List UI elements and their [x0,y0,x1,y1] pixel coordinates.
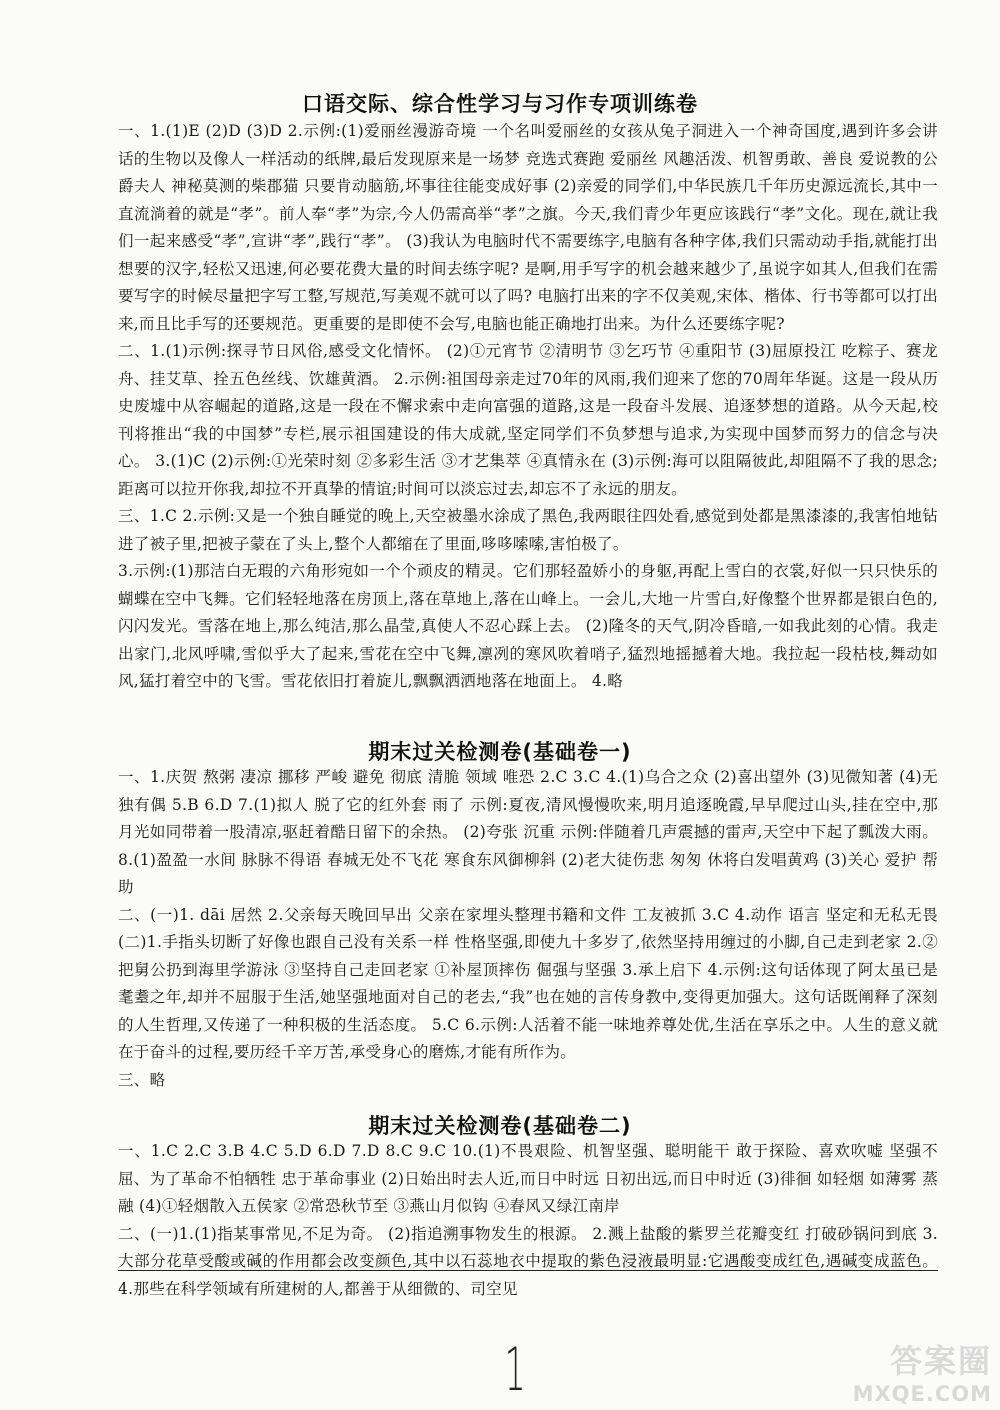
answer-block-3: 三、1.C 2.示例:又是一个独自睡觉的晚上,天空被墨水涂成了黑色,我两眼往四处看,感觉到处都是黑漆漆的,我害怕地钻进了被子里,把被子蒙在了头上,整个人都缩在了里面,哆哆嗦嗦,害怕极了。 [118,507,938,553]
answer-block-5: 二、(一)1. dāi 居然 2.父亲每天晚回早出 父亲在家埋头整理书籍和文件 工友被抓 3.C 4.动作 语言 坚定和无私无畏 (二)1.手指头切断了好像也跟自己没有关系一样 性格坚强,即使九十多岁了,依然坚持用缠过的小脚,自己走到老家 2.②把舅公扔到海里学游泳 ③坚持自己走回老家 ①补屋顶摔伤 倔强与坚强 3.承上启下 4.示例:这句话体现了阿太虽已是耄耋之年,却并不屈服于生活,她坚强地面对自己的老去,“我”也在她的言传身教中,变得更加强大。这句话既阐释了深刻的人生哲理,又传递了一种积极的生活态度。 5.C 6.示例:人活着不能一味地养尊处优,生活在享乐之中。人生的意义就在于奋斗的过程,要历经千辛万苦,承受身心的磨炼,才能有所作为。 [118,905,938,1061]
answers-section-1 [118,118,938,696]
answer-block-1: 一、1.(1)E (2)D (3)D 2.示例:(1)爱丽丝漫游奇境 一个名叫爱丽丝的女孩从兔子洞进入一个神奇国度,遇到许多会讲话的生物以及像人一样活动的纸牌,最后发现原来是一场梦 竞选式赛跑 爱丽丝 风趣活泼、机智勇敢、善良 爱说教的公爵夫人 神秘莫测的柴郡猫 只要肯动脑筋,坏事往往能变成好事 (2)亲爱的同学们,中华民族几千年历史源远流长,其中一直流淌着的就是“孝”。前人奉“孝”为宗,今人仍需高举“孝”之旗。今天,我们青少年更应该践行“孝”文化。现在,就让我们一起来感受“孝”,宣讲“孝”,践行“孝”。 (3)我认为电脑时代不需要练字,电脑有各种字体,我们只需动动手指,就能打出想要的汉字,轻松又迅速,何必要花费大量的时间去练字呢? 是啊,用手写字的机会越来越少了,虽说字如其人,但我们在需要写字的时候尽量把字写工整,写规范,写美观不就可以了吗? 电脑打出来的字不仅美观,宋体、楷体、行书等都可以打出来,而且比手写的还要规范。更重要的是即使不会写,电脑也能正确地打出来。为什么还要练字呢? [118,122,938,333]
answer-block-6: 三、略 [118,1070,166,1089]
answers-section-2 [118,764,938,1094]
answer-block-8-part-a: 二、(一)1.(1)指某事常见,不足为奇。 (2)指追溯事物发生的根源。 2.溅上盐酸的紫罗兰花瓣变红 打破砂锅问到底 3. [118,1224,938,1243]
title-oral-writing: 口语交际、综合性学习与习作专项训练卷 [302,92,698,116]
answer-block-2: 二、1.(1)示例:探寻节日风俗,感受文化情怀。 (2)①元宵节 ②清明节 ③乞巧节 ④重阳节 (3)屈原投江 吃粽子、赛龙舟、挂艾草、拴五色丝线、饮雄黄酒。 2.示例:祖国母亲走过70年的风雨,我们迎来了您的70周年华诞。这是一段从历史废墟中从容崛起的道路,这是一段在不懈求索中走向富强的道路,这是一段奋斗发展、追逐梦想的道路。从今天起,校刊将推出“我的中国梦”专栏,展示祖国建设的伟大成就,坚定同学们不负梦想与追求,为实现中国梦而努力的信念与决心。 3.(1)C (2)示例:①光荣时刻 ②多彩生活 ③才艺集萃 ④真情永在 (3)示例:海可以阻隔彼此,却阻隔不了我的思念;距离可以拉开你我,却拉不开真挚的情谊;时间可以淡忘过去,却忘不了永远的朋友。 [118,342,938,498]
title-basic-test-2: 期末过关检测卷(基础卷二) [368,1114,632,1138]
answer-block-8-part-c: 4.那些在科学领域有所建树的人,都善于从细微的、司空见 [118,1279,518,1298]
answer-block-7: 一、1.C 2.C 3.B 4.C 5.D 6.D 7.D 8.C 9.C 10.(1)不畏艰险、机智坚强、聪明能干 敢于探险、喜欢吹嘘 坚强不屈、为了革命不怕牺牲 忠于革命事业 (2)日始出时去人近,而日中时远 日初出远,而日中时近 (3)徘徊 如轻烟 如薄雾 蒸融 (4)①轻烟散入五侯家 ②常恐秋节至 ③燕山月似钩 ④春风又绿江南岸 [118,1142,938,1215]
answer-block-4: 一、1.庆贺 熬粥 凄凉 挪移 严峻 避免 彻底 清脆 领域 唯恐 2.C 3.C 4.(1)乌合之众 (2)喜出望外 (3)见微知著 (4)无独有偶 5.B 6.D 7.(1)拟人 脱了它的红外套 雨了 示例:夏夜,清风慢慢吹来,明月追逐晚霞,早早爬过山头,挂在空中,那月光如同带着一股清凉,驱赶着酷日留下的余热。 (2)夸张 沉重 示例:伴随着几声震撼的雷声,天空中下起了瓢泼大雨。 8.(1)盈盈一水间 脉脉不得语 春城无处不飞花 寒食东风御柳斜 (2)老大徒伤悲 匆匆 休将白发唱黄鸡 (3)关心 爱护 帮助 [118,768,938,896]
answer-block-3b: 3.示例:(1)那洁白无瑕的六角形宛如一个个顽皮的精灵。它们那轻盈娇小的身躯,再配上雪白的衣裳,好似一只只快乐的蝴蝶在空中飞舞。它们轻轻地落在房顶上,落在草地上,落在山峰上。一会儿,大地一片雪白,好像整个世界都是银白色的,闪闪发光。雪落在地上,那么纯洁,那么晶莹,真使人不忍心踩上去。 (2)隆冬的天气,阴冷昏暗,一如我此刻的心情。我走出家门,北风呼啸,雪似乎大了起来,雪花在空中飞舞,凛冽的寒风吹着哨子,猛烈地摇撼着大地。我拉起一段枯枝,舞动如风,猛打着空中的飞雪。雪花依旧打着旋儿,飘飘洒洒地落在地面上。 4.略 [118,562,938,690]
underlined-answer: 大部分花草受酸或碱的作用都会改变颜色,其中以石蕊地衣中提取的紫色浸液最明显:它遇酸变成红色,遇碱变成蓝色。 [118,1252,938,1270]
answer-block-8 [118,1221,938,1304]
title-basic-test-1: 期末过关检测卷(基础卷一) [368,740,632,764]
answers-section-3 [118,1138,938,1303]
watermark-logo [832,1336,992,1406]
watermark-top: 答案圈 [889,1342,992,1380]
handwritten-page-number: 1 [504,1335,526,1405]
watermark-bottom: MXQE.COM [852,1382,992,1406]
